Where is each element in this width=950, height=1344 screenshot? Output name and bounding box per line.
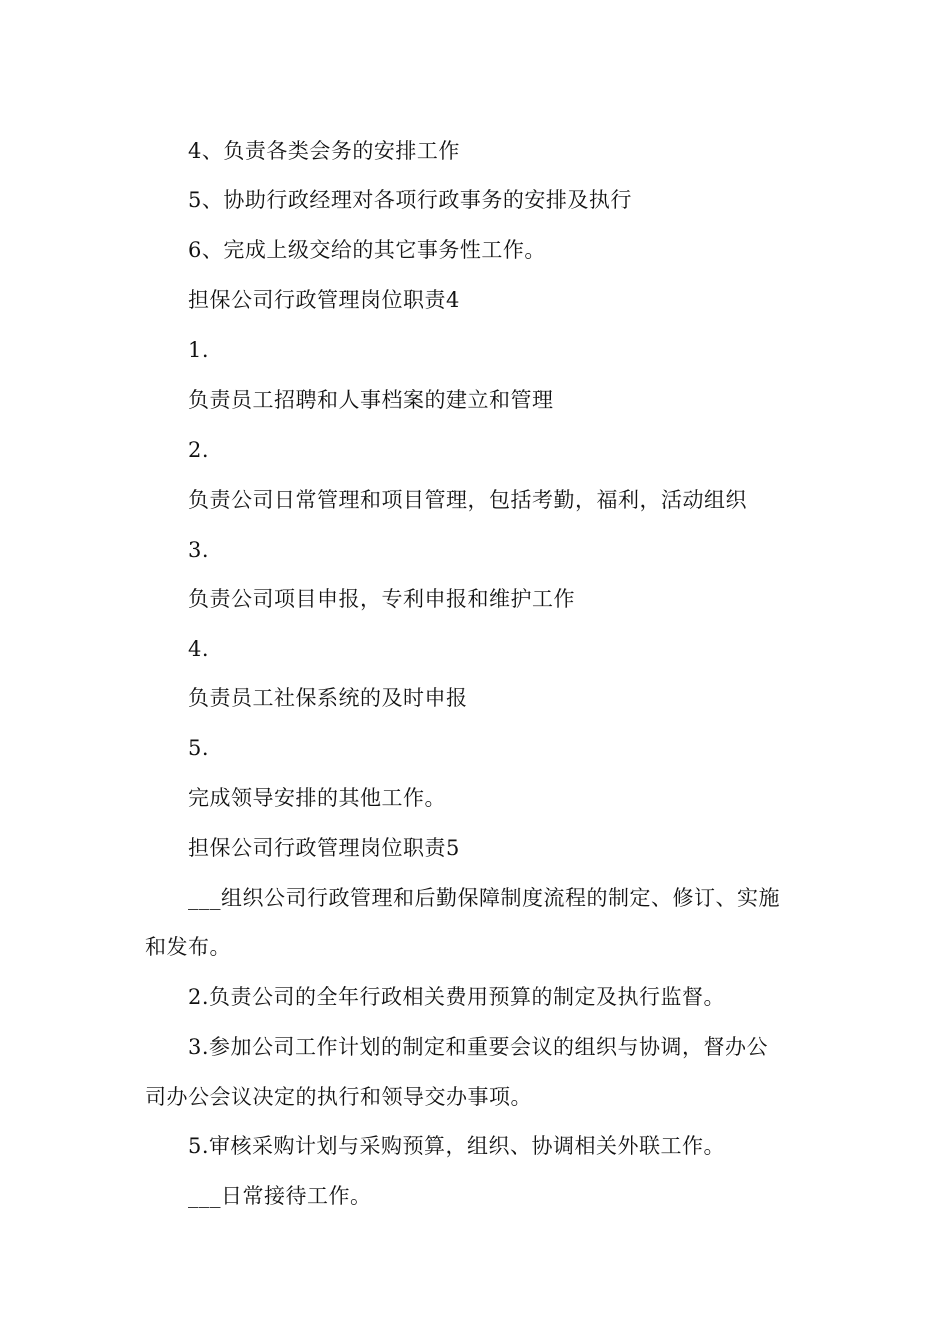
list-item-text: 负责员工社保系统的及时申报 — [188, 686, 468, 710]
list-number: 1. — [188, 338, 210, 362]
text-line: 4、负责各类会务的安排工作 — [188, 139, 460, 163]
paragraph-line: ___日常接待工作。 — [188, 1184, 372, 1208]
list-item-text: 负责公司项目申报，专利申报和维护工作 — [188, 587, 575, 611]
list-number: 2. — [188, 438, 210, 462]
section-heading: 担保公司行政管理岗位职责4 — [188, 288, 460, 312]
list-number: 3. — [188, 538, 210, 562]
text-line: 6、完成上级交给的其它事务性工作。 — [188, 238, 546, 262]
list-item-text: 负责公司日常管理和项目管理，包括考勤，福利，活动组织 — [188, 488, 747, 512]
paragraph-line: 3.参加公司工作计划的制定和重要会议的组织与协调，督办公 — [188, 1035, 769, 1059]
list-number: 5. — [188, 736, 210, 760]
paragraph-line: 2.负责公司的全年行政相关费用预算的制定及执行监督。 — [188, 985, 726, 1009]
paragraph-line: 和发布。 — [145, 935, 231, 959]
paragraph-line: 司办公会议决定的执行和领导交办事项。 — [145, 1085, 532, 1109]
section-heading: 担保公司行政管理岗位职责5 — [188, 836, 460, 860]
list-item-text: 完成领导安排的其他工作。 — [188, 786, 446, 810]
list-number: 4. — [188, 637, 210, 661]
paragraph-line: 5.审核采购计划与采购预算，组织、协调相关外联工作。 — [188, 1134, 726, 1158]
text-line: 5、协助行政经理对各项行政事务的安排及执行 — [188, 188, 632, 212]
list-item-text: 负责员工招聘和人事档案的建立和管理 — [188, 388, 554, 412]
paragraph-line: ___组织公司行政管理和后勤保障制度流程的制定、修订、实施 — [188, 886, 780, 910]
